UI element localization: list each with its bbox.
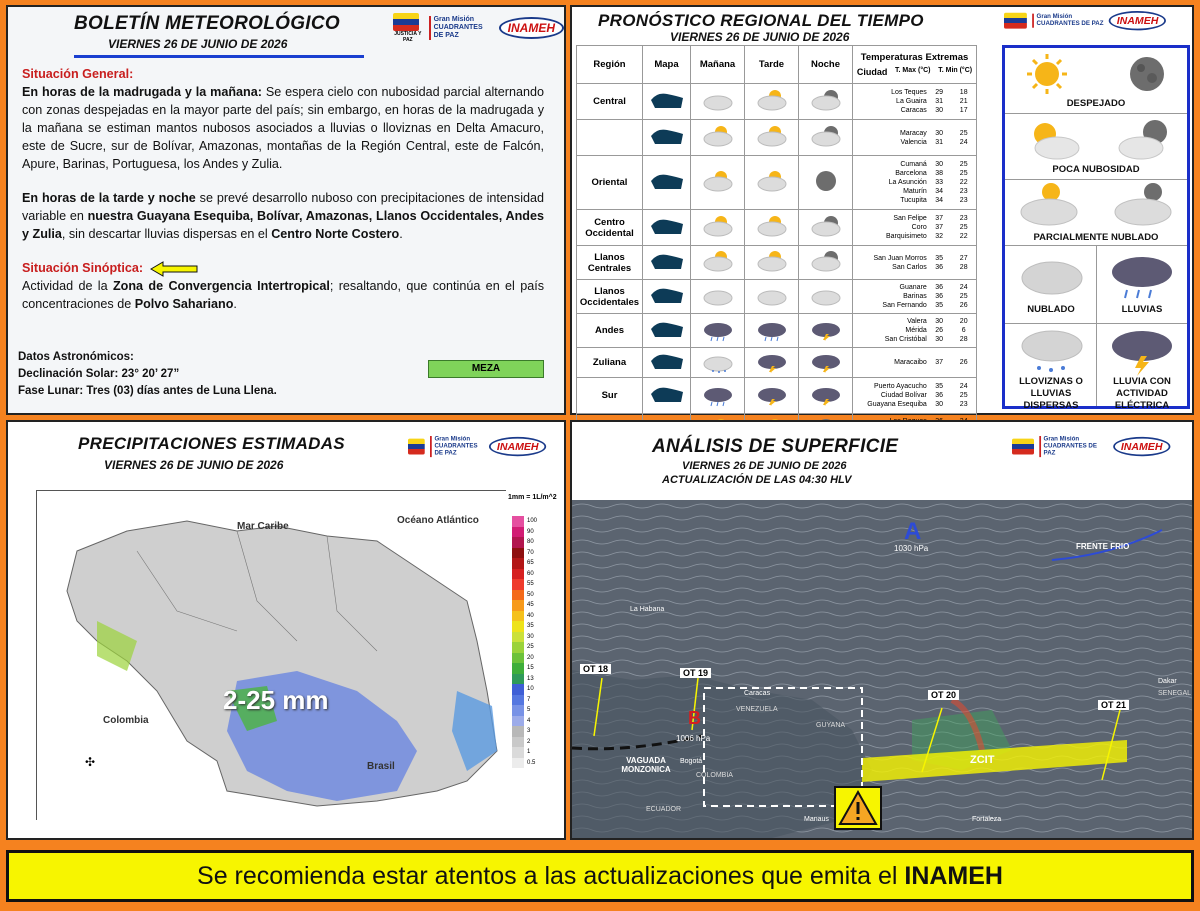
forecast-table	[576, 45, 977, 448]
scale-swatch	[512, 642, 524, 653]
scale-step	[512, 705, 540, 716]
forecast-row	[577, 378, 977, 414]
place-habana: La Habana	[630, 606, 665, 613]
region-map	[643, 210, 691, 246]
city-row: San Felipe 37 23	[893, 215, 968, 222]
place-fortaleza: Fortaleza	[972, 816, 1002, 823]
scale-step	[512, 527, 540, 538]
legend-lloviznas: LLOVIZNAS O LLUVIAS DISPERSAS	[1005, 324, 1097, 406]
region-name: Oriental	[577, 156, 643, 210]
city-row: Mérida 26 6	[905, 327, 966, 334]
scale-step	[512, 632, 540, 643]
scale-step	[512, 590, 540, 601]
scale-label: 55	[527, 581, 534, 587]
forecast-row	[577, 246, 977, 280]
city-row: Barinas 36 25	[903, 293, 968, 300]
vaguada-label: VAGUADA MONZONICA	[621, 756, 671, 774]
label-mar-caribe: Mar Caribe	[237, 521, 289, 532]
scale-step	[512, 684, 540, 695]
boletin-panel	[6, 5, 566, 415]
scale-swatch	[512, 621, 524, 632]
city-row: La Asunción 33 22	[888, 179, 968, 186]
region-map	[643, 156, 691, 210]
city-row: San Juan Morros 35 27	[873, 254, 968, 262]
scale-label: 3	[527, 728, 531, 734]
city-temps	[853, 84, 977, 120]
scale-step	[512, 611, 540, 622]
scale-step	[512, 558, 540, 569]
scale-label: 2	[527, 738, 531, 745]
superficie-update: ACTUALIZACIÓN DE LAS 04:30 HLV	[662, 474, 852, 486]
scale-label: 70	[527, 549, 534, 556]
scale-step	[512, 600, 540, 611]
scale-step	[512, 726, 540, 737]
city-row: San Fernando 35 26	[882, 302, 968, 309]
city-temps	[853, 280, 977, 314]
rain-icon	[691, 314, 745, 348]
sun-cloud-icon	[745, 210, 799, 246]
arrow-left-icon	[149, 261, 199, 277]
cuadrantes-logo: Gran Misión CUADRANTES DE PAZ	[430, 436, 484, 457]
scale-step	[512, 758, 540, 769]
precipitaciones-panel	[6, 420, 566, 840]
venezuela-flag-icon	[1012, 439, 1034, 455]
moon-cloud-icon	[799, 84, 853, 120]
scale-swatch	[512, 590, 524, 601]
situacion-general	[22, 65, 544, 313]
ot19-label: OT 19	[680, 668, 711, 678]
scale-label: 5	[527, 707, 531, 713]
high-pressure-marker: A	[904, 518, 922, 545]
inameh-logo: INAMEH	[499, 17, 564, 39]
sun-cloud-icon	[691, 246, 745, 280]
scale-swatch	[512, 695, 524, 706]
header-mapa: Mapa	[643, 46, 691, 84]
place-senegal: SENEGAL	[1158, 690, 1192, 697]
boletin-underline	[74, 55, 364, 58]
sun-cloud-icon	[745, 156, 799, 210]
rain-icon	[1107, 250, 1177, 302]
region-map	[643, 246, 691, 280]
region-name: Llanos Occidentales	[577, 280, 643, 314]
city-row: Caracas 30 17	[900, 107, 968, 114]
scale-swatch	[512, 758, 524, 769]
precip-date: VIERNES 26 DE JUNIO DE 2026	[104, 458, 284, 472]
surface-analysis-map	[572, 500, 1192, 838]
region-map	[643, 348, 691, 378]
city-row: La Guaira 31 21	[896, 98, 968, 105]
scale-swatch	[512, 705, 524, 716]
warning-icon	[834, 786, 882, 830]
scale-swatch	[512, 726, 524, 737]
scale-step	[512, 674, 540, 685]
weather-legend	[1002, 45, 1190, 409]
scale-swatch	[512, 516, 524, 527]
moon-cloud-icon	[799, 120, 853, 156]
place-colombia: COLOMBIA	[696, 772, 733, 779]
scale-swatch	[512, 527, 524, 538]
storm-icon	[745, 348, 799, 378]
label-brasil: Brasil	[367, 761, 395, 772]
cloudy-icon	[691, 280, 745, 314]
cuadrantes-logo: Gran Misión CUADRANTES DE PAZ	[1032, 14, 1103, 28]
city-temps	[853, 246, 977, 280]
forecast-row	[577, 84, 977, 120]
storm-icon	[799, 378, 853, 414]
place-venezuela: VENEZUELA	[736, 706, 778, 713]
scale-swatch	[512, 747, 524, 758]
scale-swatch	[512, 600, 524, 611]
region-name: Centro Occidental	[577, 210, 643, 246]
forecast-row	[577, 156, 977, 210]
city-row: Ciudad Bolívar 36 25	[880, 392, 968, 399]
city-row: Barcelona 38 25	[895, 170, 968, 177]
inameh-logo: INAMEH	[1109, 11, 1167, 30]
scale-step	[512, 663, 540, 674]
forecast-row	[577, 314, 977, 348]
scale-swatch	[512, 663, 524, 674]
legend-parcialmente-nublado: PARCIALMENTE NUBLADO	[1005, 180, 1187, 246]
legend-lluvia-electrica: LLUVIA CON ACTIVIDAD ELÉCTRICA	[1097, 324, 1187, 406]
venezuela-flag-icon	[393, 13, 419, 31]
scale-swatch	[512, 569, 524, 580]
city-row: Cumaná 30 25	[900, 161, 968, 168]
superficie-panel	[570, 420, 1194, 840]
legend-lluvias: LLUVIAS	[1097, 246, 1187, 324]
precip-range-overlay: 2-25 mm	[223, 685, 329, 715]
storm-icon	[799, 314, 853, 348]
scale-step	[512, 537, 540, 548]
scale-swatch	[512, 611, 524, 622]
sun-cloud-icon	[1019, 116, 1083, 162]
city-temps	[853, 210, 977, 246]
scale-label: 65	[527, 560, 534, 566]
scale-step	[512, 695, 540, 706]
sun-cloud-icon	[745, 120, 799, 156]
partly-cloudy-icon	[1015, 180, 1085, 228]
situacion-sinoptica-heading: Situación Sinóptica:	[22, 259, 544, 277]
storm-icon	[799, 348, 853, 378]
city-row: Maracay 30 25	[899, 129, 968, 137]
ot21-label: OT 21	[1098, 700, 1129, 710]
paragraph-tarde: En horas de la tarde y noche se prevé desarrollo nuboso con precipitaciones de intensidad variable en nuestra Guayana Esequiba, Bolívar, Amazonas, Llanos Occidentales, Andes y Zulia, sin descartar lluvias dispersas en el Centro Norte Costero.	[22, 191, 545, 241]
scale-label: 45	[527, 602, 534, 608]
superficie-title: ANÁLISIS DE SUPERFICIE	[652, 436, 899, 457]
pronostico-logos	[1004, 11, 1166, 30]
city-row: Coro 37 25	[911, 224, 968, 231]
scale-label: 30	[527, 633, 534, 640]
precip-unit: 1mm = 1L/m^2	[508, 494, 557, 501]
precip-color-scale	[512, 516, 540, 768]
forecast-row	[577, 210, 977, 246]
city-row: Valera 30 20	[907, 318, 968, 325]
scale-step	[512, 737, 540, 748]
storm-icon	[1107, 326, 1177, 376]
paragraph-madrugada: En horas de la madrugada y la mañana: Se espera cielo con nubosidad parcial alternando con zonas despejadas en la mayor parte del país; sin embargo, en horas de la madrugada y la mañana se estiman mantos nubosos asociados a lluvias o lloviznas en Delta Amacuro, este de Sucre, sur de Bolívar, Amazonas, montañas de la Región Central, este de Falcón, Apure, Barinas, Portuguesa, los Andes y Zulia.	[22, 85, 544, 171]
scale-step	[512, 516, 540, 527]
region-name: Andes	[577, 314, 643, 348]
region-map	[643, 280, 691, 314]
scale-label: 35	[527, 623, 534, 629]
city-temps	[853, 378, 977, 414]
scale-label: 0.5	[527, 759, 536, 766]
scale-label: 20	[527, 654, 534, 661]
boletin-title: BOLETÍN METEOROLÓGICO	[74, 13, 340, 34]
low-pressure-marker: B	[688, 708, 701, 728]
inameh-logo: INAMEH	[489, 437, 547, 456]
cuadrantes-logo: Gran Misión CUADRANTES DE PAZ	[429, 16, 493, 40]
drizzle-icon	[691, 348, 745, 378]
header-noche: Noche	[799, 46, 853, 84]
forecast-body	[577, 84, 977, 448]
pronostico-date: VIERNES 26 DE JUNIO DE 2026	[670, 30, 850, 44]
compass-icon: ✣	[85, 755, 96, 769]
scale-label: 40	[527, 612, 534, 619]
scale-label: 100	[527, 518, 538, 524]
zcit-label: ZCIT	[970, 754, 995, 766]
city-row: Valencia 31 24	[900, 138, 968, 146]
city-row: Los Teques 29 18	[891, 89, 968, 96]
scale-swatch	[512, 537, 524, 548]
boletin-date: VIERNES 26 DE JUNIO DE 2026	[108, 37, 288, 51]
superficie-logos	[1012, 436, 1170, 457]
region-name: Zuliana	[577, 348, 643, 378]
scale-label: 1	[527, 749, 531, 755]
ot18-label: OT 18	[580, 664, 611, 674]
forecast-row	[577, 280, 977, 314]
place-bogota: Bogotá	[680, 758, 703, 765]
rain-icon	[745, 314, 799, 348]
scale-swatch	[512, 653, 524, 664]
city-row: Maracaibo 37 26	[894, 359, 968, 366]
datos-astronomicos: Datos Astronómicos: Declinación Solar: 23° 20’ 27” Fase Lunar: Tres (03) días antes de Luna Llena.	[18, 351, 277, 397]
forecast-row	[577, 120, 977, 156]
situacion-general-heading: Situación General:	[22, 67, 134, 81]
boletin-logos	[393, 13, 564, 43]
label-oceano: Océano Atlántico	[397, 515, 479, 526]
cuadrantes-logo: Gran Misión CUADRANTES DE PAZ	[1039, 436, 1107, 457]
city-row: Tucupita 34 23	[900, 197, 968, 204]
city-row: Guayana Esequiba 30 23	[867, 401, 968, 408]
city-row: Puerto Ayacucho 35 24	[873, 383, 968, 390]
low-pressure-value: 1006 hPa	[676, 734, 711, 743]
scale-label: 7	[527, 696, 531, 703]
cloudy-icon	[691, 84, 745, 120]
scale-label: 90	[527, 528, 534, 535]
place-manaus: Manaus	[804, 816, 829, 823]
sun-cloud-icon	[691, 156, 745, 210]
header-region: Región	[577, 46, 643, 84]
sun-cloud-icon	[745, 84, 799, 120]
moon-cloud-icon	[799, 210, 853, 246]
scale-step	[512, 621, 540, 632]
inameh-logo: INAMEH	[1113, 437, 1171, 456]
region-name	[577, 120, 643, 156]
scale-step	[512, 569, 540, 580]
cloudy-icon	[799, 280, 853, 314]
precip-title: PRECIPITACIONES ESTIMADAS	[78, 434, 345, 453]
high-pressure-value: 1030 hPa	[894, 544, 929, 553]
cloudy-icon	[1017, 252, 1087, 300]
header-temperaturas: Temperaturas Extremas Ciudad T. Max (°C) T. Min (°C)	[853, 46, 977, 84]
superficie-date: VIERNES 26 DE JUNIO DE 2026	[682, 460, 847, 472]
scale-step	[512, 548, 540, 559]
scale-label: 10	[527, 686, 534, 692]
city-row: Guanare 36 24	[899, 284, 968, 291]
storm-icon	[745, 378, 799, 414]
pronostico-panel	[570, 5, 1194, 415]
city-temps	[853, 314, 977, 348]
legend-nublado: NUBLADO	[1005, 246, 1097, 324]
scale-swatch	[512, 579, 524, 590]
scale-label: 80	[527, 539, 534, 545]
region-name: Llanos Centrales	[577, 246, 643, 280]
scale-swatch	[512, 737, 524, 748]
header-tarde: Tarde	[745, 46, 799, 84]
paragraph-sinoptica: Actividad de la Zona de Convergencia Intertropical; resaltando, que continúa en el país concentraciones de Polvo Sahariano.	[22, 279, 544, 311]
region-name: Central	[577, 84, 643, 120]
scale-swatch	[512, 684, 524, 695]
scale-step	[512, 642, 540, 653]
scale-label: 4	[527, 717, 531, 724]
venezuela-flag-icon	[1004, 13, 1027, 29]
scale-label: 25	[527, 644, 534, 650]
region-map	[643, 314, 691, 348]
rain-icon	[691, 378, 745, 414]
cloudy-icon	[745, 280, 799, 314]
scale-label: 15	[527, 665, 534, 671]
label-colombia: Colombia	[103, 715, 149, 726]
scale-label: 50	[527, 591, 534, 598]
place-ecuador: ECUADOR	[646, 806, 682, 813]
scale-swatch	[512, 548, 524, 559]
sun-cloud-icon	[691, 210, 745, 246]
legend-despejado: DESPEJADO	[1005, 48, 1187, 114]
scale-swatch	[512, 674, 524, 685]
legend-poca-nubosidad: POCA NUBOSIDAD	[1005, 114, 1187, 180]
forecast-row	[577, 348, 977, 378]
frente-frio-label: FRENTE FRIO	[1076, 542, 1130, 551]
region-map	[643, 84, 691, 120]
pronostico-title: PRONÓSTICO REGIONAL DEL TIEMPO	[598, 11, 924, 30]
precip-map	[36, 490, 506, 820]
sun-icon	[1025, 52, 1069, 96]
scale-label: 13	[527, 675, 534, 682]
region-map	[643, 120, 691, 156]
city-temps	[853, 120, 977, 156]
header-manana: Mañana	[691, 46, 745, 84]
scale-step	[512, 716, 540, 727]
place-dakar: Dakar	[1158, 678, 1177, 685]
moon-icon	[1127, 54, 1167, 94]
city-row: San Carlos 36 28	[892, 263, 968, 271]
sun-cloud-icon	[691, 120, 745, 156]
scale-step	[512, 653, 540, 664]
scale-step	[512, 747, 540, 758]
scale-swatch	[512, 632, 524, 643]
region-name: Sur	[577, 378, 643, 414]
scale-swatch	[512, 558, 524, 569]
scale-label: 60	[527, 570, 534, 577]
moon-icon	[799, 156, 853, 210]
ot20-label: OT 20	[928, 690, 959, 700]
venezuela-precip-map	[37, 491, 507, 821]
city-row: Barquisimeto 32 22	[885, 233, 968, 240]
sun-cloud-icon	[745, 246, 799, 280]
region-map	[643, 378, 691, 414]
place-guyana: GUYANA	[816, 722, 846, 729]
drizzle-icon	[1017, 326, 1087, 376]
moon-cloud-icon	[799, 246, 853, 280]
city-temps	[853, 348, 977, 378]
recommendation-banner: Se recomienda estar atentos a las actualizaciones que emita el INAMEH	[6, 850, 1194, 902]
place-caracas: Caracas	[744, 690, 771, 697]
flag-logo: JUSTICIA Y PAZ	[393, 13, 423, 43]
precip-logos	[408, 436, 546, 457]
venezuela-flag-icon	[408, 439, 425, 455]
scale-step	[512, 579, 540, 590]
partly-cloudy-night-icon	[1109, 180, 1179, 228]
city-row: San Cristóbal 30 28	[884, 336, 968, 343]
city-temps	[853, 156, 977, 210]
meza-label: MEZA	[428, 360, 544, 378]
city-row: Maturín 34 23	[903, 188, 968, 195]
scale-swatch	[512, 716, 524, 727]
moon-cloud-icon	[1113, 116, 1177, 162]
